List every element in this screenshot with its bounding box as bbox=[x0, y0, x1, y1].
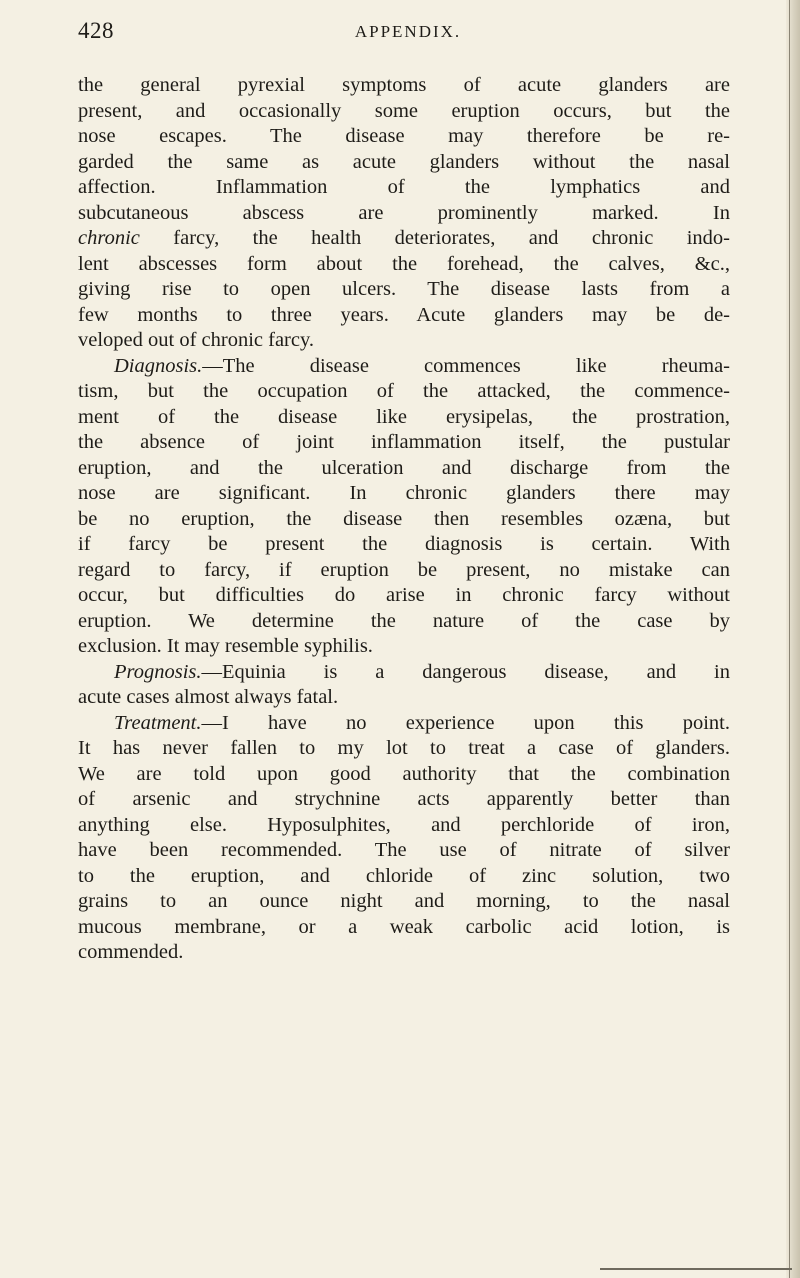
text-line bbox=[78, 481, 730, 507]
text-line bbox=[78, 940, 730, 966]
line-text: mucous membrane, or a weak carbolic acid lotion, is bbox=[78, 915, 730, 938]
text-line bbox=[78, 328, 730, 354]
line-text: have been recommended. The use of nitrate of silver bbox=[78, 839, 730, 861]
running-head: APPENDIX. bbox=[354, 22, 462, 41]
line-text: commended. bbox=[78, 941, 184, 963]
line-text: the general pyrexial symptoms of acute glanders are bbox=[78, 74, 730, 96]
italic-term: chronic bbox=[78, 227, 140, 249]
italic-term: Diagnosis. bbox=[114, 354, 203, 377]
line-text: We are told upon good authority that the combination bbox=[78, 762, 730, 785]
text-line bbox=[78, 609, 730, 635]
text-line bbox=[78, 73, 730, 99]
line-text: farcy, the health deteriorates, and chronic indo- bbox=[139, 227, 730, 249]
text-line bbox=[78, 558, 730, 584]
line-text: ment of the disease like erysipelas, the prostration, bbox=[78, 405, 730, 428]
text-line bbox=[78, 736, 730, 762]
line-text: anything else. Hyposulphites, and perchloride of iron, bbox=[78, 813, 730, 836]
text-line bbox=[78, 379, 730, 405]
text-line bbox=[78, 124, 730, 150]
line-text: few months to three years. Acute glanders may be de- bbox=[78, 303, 730, 326]
text-line bbox=[78, 864, 730, 890]
body-text bbox=[78, 73, 730, 966]
text-line bbox=[78, 277, 730, 303]
line-text: veloped out of chronic farcy. bbox=[78, 329, 315, 351]
text-line bbox=[78, 787, 730, 813]
line-text: acute cases almost always fatal. bbox=[78, 686, 339, 708]
text-line bbox=[78, 532, 730, 558]
text-line bbox=[78, 201, 730, 227]
line-text: lent abscesses form about the forehead, the calves, &c., bbox=[78, 252, 730, 275]
line-text: nose are significant. In chronic glanders there may bbox=[78, 482, 730, 504]
text-line bbox=[78, 685, 730, 711]
text-line bbox=[78, 889, 730, 915]
line-text: garded the same as acute glanders without the nasal bbox=[78, 150, 730, 173]
text-line bbox=[78, 813, 730, 839]
line-text: if farcy be present the diagnosis is certain. With bbox=[78, 533, 730, 555]
line-text: be no eruption, the disease then resembles ozæna, but bbox=[78, 507, 730, 530]
text-line bbox=[78, 175, 730, 201]
text-line bbox=[78, 915, 730, 941]
text-line bbox=[78, 252, 730, 278]
line-text: grains to an ounce night and morning, to the nasal bbox=[78, 890, 730, 912]
page-number: 428 bbox=[78, 18, 114, 43]
text-line bbox=[78, 507, 730, 533]
text-line bbox=[78, 430, 730, 456]
line-text: subcutaneous abscess are prominently marked. In bbox=[78, 201, 730, 224]
line-text: regard to farcy, if eruption be present, no mistake can bbox=[78, 558, 730, 581]
text-line bbox=[78, 150, 730, 176]
line-text: —Equinia is a dangerous disease, and in bbox=[201, 660, 730, 683]
text-line bbox=[78, 405, 730, 431]
page-header bbox=[78, 18, 718, 58]
line-text: the absence of joint inflammation itself, the pustular bbox=[78, 431, 730, 453]
page-bottom-edge bbox=[600, 1268, 792, 1270]
line-text: exclusion. It may resemble syphilis. bbox=[78, 635, 373, 657]
text-line bbox=[78, 583, 730, 609]
text-line bbox=[78, 303, 730, 329]
line-text: tism, but the occupation of the attacked, the commence- bbox=[78, 380, 730, 402]
line-text: to the eruption, and chloride of zinc solution, two bbox=[78, 864, 730, 887]
text-line bbox=[78, 354, 730, 380]
text-line bbox=[78, 838, 730, 864]
line-text: of arsenic and strychnine acts apparently better than bbox=[78, 788, 730, 810]
text-line bbox=[78, 226, 730, 252]
line-text: nose escapes. The disease may therefore be re- bbox=[78, 125, 730, 147]
text-line bbox=[78, 711, 730, 737]
text-line bbox=[78, 762, 730, 788]
text-line bbox=[78, 99, 730, 125]
page-edge-line bbox=[789, 0, 790, 1278]
line-text: present, and occasionally some eruption occurs, but the bbox=[78, 99, 730, 122]
line-text: affection. Inflammation of the lymphatics and bbox=[78, 176, 730, 198]
line-text: It has never fallen to my lot to treat a case of glanders. bbox=[78, 737, 730, 759]
text-line bbox=[78, 660, 730, 686]
text-line bbox=[78, 634, 730, 660]
italic-term: Prognosis. bbox=[114, 660, 202, 683]
line-text: eruption, and the ulceration and discharge from the bbox=[78, 456, 730, 479]
line-text: —The disease commences like rheuma- bbox=[202, 354, 730, 377]
text-line bbox=[78, 456, 730, 482]
italic-term: Treatment. bbox=[114, 711, 202, 734]
line-text: giving rise to open ulcers. The disease lasts from a bbox=[78, 278, 730, 300]
line-text: eruption. We determine the nature of the case by bbox=[78, 609, 730, 632]
line-text: —I have no experience upon this point. bbox=[201, 711, 730, 734]
line-text: occur, but difficulties do arise in chronic farcy without bbox=[78, 584, 730, 606]
